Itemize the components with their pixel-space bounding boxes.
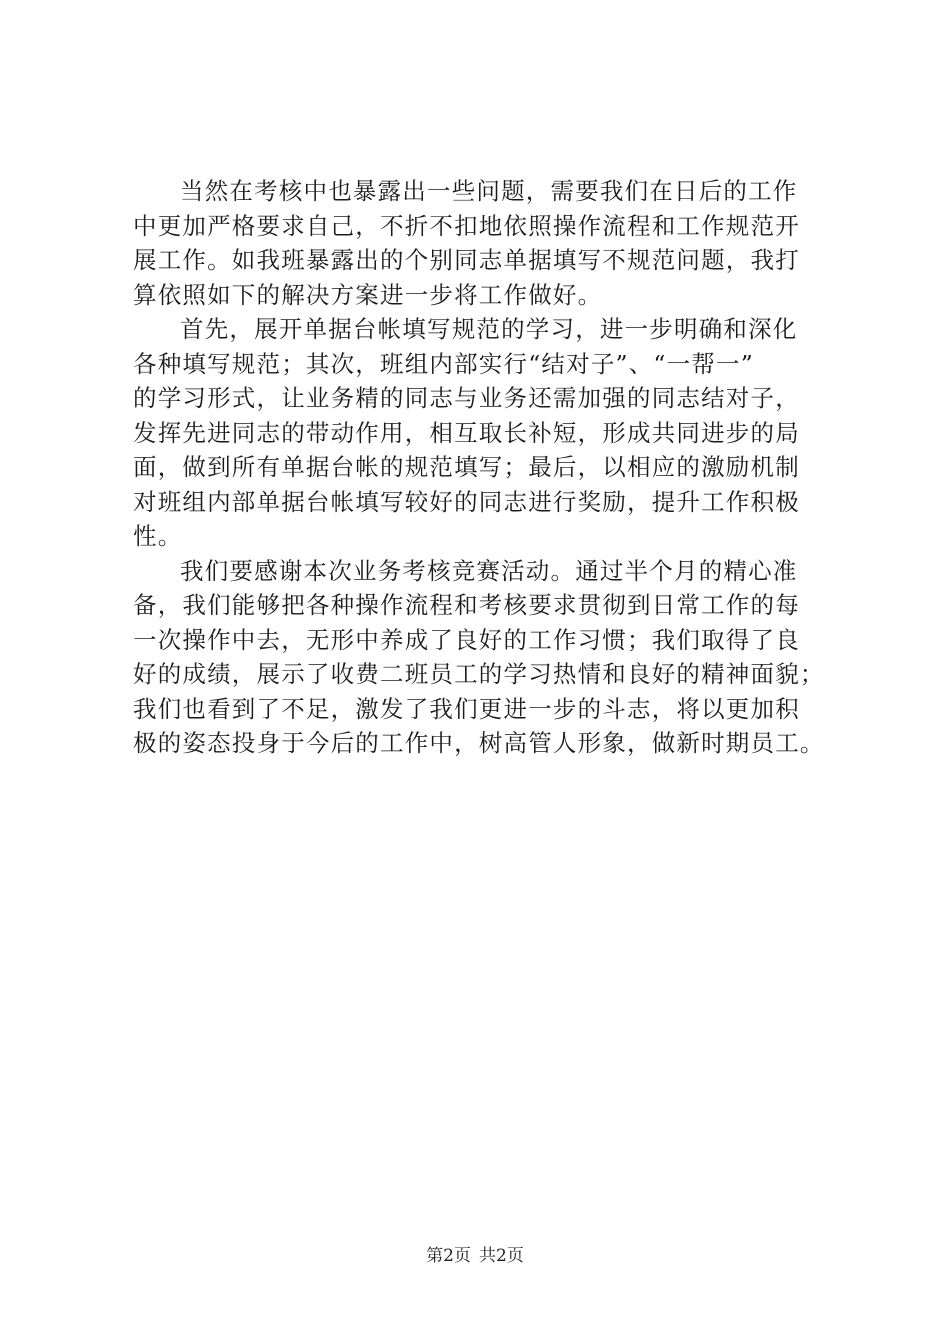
text-line: 对班组内部单据台帐填写较好的同志进行奖励，提升工作积极: [133, 487, 800, 516]
text-line: 性。: [133, 522, 183, 550]
paragraph-3: [133, 554, 838, 761]
paragraph-2: [133, 312, 838, 554]
text-line: 当然在考核中也暴露出一些问题，需要我们在日后的工作: [180, 177, 798, 205]
text-line: 好的成绩，展示了收费二班员工的学习热情和良好的精神面貌；: [133, 660, 825, 688]
text-line: 展工作。如我班暴露出的个别同志单据填写不规范问题，我打: [133, 246, 800, 274]
paragraph-1: [133, 174, 838, 312]
text-line: 发挥先进同志的带动作用，相互取长补短，形成共同进步的局: [133, 418, 800, 447]
text-line: 首先，展开单据台帐填写规范的学习，进一步明确和深化: [180, 315, 798, 343]
page-total: 共2页: [479, 1246, 524, 1266]
text-line: 我们也看到了不足，激发了我们更进一步的斗志，将以更加积: [133, 694, 800, 723]
document-body: [133, 174, 838, 761]
text-line: 极的姿态投身于今后的工作中，树高管人形象，做新时期员工。: [133, 729, 825, 757]
text-line: 一次操作中去，无形中养成了良好的工作习惯；我们取得了良: [133, 625, 800, 654]
text-line: 的学习形式，让业务精的同志与业务还需加强的同志结对子，: [133, 384, 800, 412]
text-line: 面，做到所有单据台帐的规范填写；最后，以相应的激励机制: [133, 453, 800, 481]
text-line: 我们要感谢本次业务考核竞赛活动。通过半个月的精心准: [180, 556, 798, 585]
text-line: 算依照如下的解决方案进一步将工作做好。: [133, 280, 603, 309]
text-line: 各种填写规范；其次，班组内部实行“结对子”、“一帮一”: [133, 349, 754, 378]
page-footer: [0, 1245, 950, 1267]
text-line: 中更加严格要求自己，不折不扣地依照操作流程和工作规范开: [133, 211, 800, 240]
page-number: 第2页: [426, 1246, 471, 1266]
text-line: 备，我们能够把各种操作流程和考核要求贯彻到日常工作的每: [133, 591, 800, 619]
